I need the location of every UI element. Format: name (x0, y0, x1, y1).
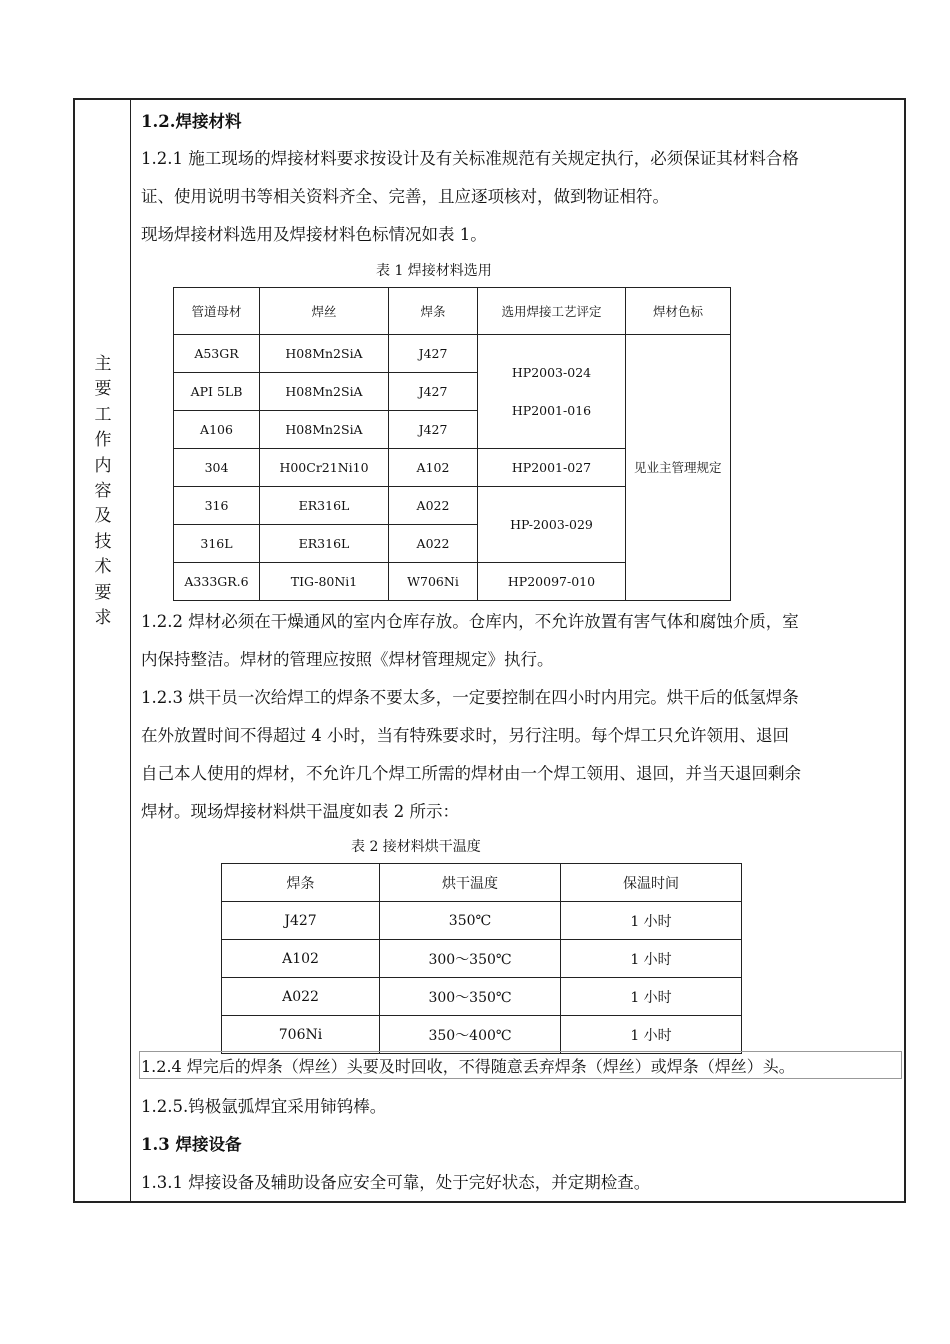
wpq-cell-304: HP2001-027 (478, 449, 626, 487)
side-label: 主 要 工 作 内 容 及 技 术 要 求 (94, 354, 112, 629)
baking-temperature-table (221, 863, 742, 1054)
table-cell: J427 (389, 373, 478, 411)
paragraph-1-2-3-line-3: 自己本人使用的焊材，不允许几个焊工所需的焊材由一个焊工领用、退回，并当天退回剩余 (141, 764, 801, 783)
table-cell: A022 (389, 525, 478, 563)
table-cell: A022 (222, 978, 380, 1016)
table-cell: 1 小时 (561, 902, 742, 940)
table-cell: 304 (174, 449, 260, 487)
table-cell: 706Ni (222, 1016, 380, 1054)
table-cell: W706Ni (389, 563, 478, 601)
table-cell: ER316L (260, 525, 389, 563)
table-cell: J427 (222, 902, 380, 940)
wpq-cell-316: HP-2003-029 (478, 487, 626, 563)
table-cell: J427 (389, 335, 478, 373)
table-header-cell: 选用焊接工艺评定 (478, 288, 626, 335)
table-cell: H00Cr21Ni10 (260, 449, 389, 487)
paragraph-1-2-1-line-1: 1.2.1 施工现场的焊接材料要求按设计及有关标准规范有关规定执行，必须保证其材料合格 (141, 149, 799, 168)
table-cell: 1 小时 (561, 1016, 742, 1054)
color-code-cell: 见业主管理规定 (626, 335, 731, 601)
table2-caption: 表 2 接材料烘干温度 (351, 839, 481, 855)
table-header-row (222, 864, 742, 902)
table-cell: A53GR (174, 335, 260, 373)
table-header-cell: 焊材色标 (626, 288, 731, 335)
table-cell: 1 小时 (561, 978, 742, 1016)
paragraph-1-2-3-line-4: 焊材。现场焊接材料烘干温度如表 2 所示： (141, 802, 459, 821)
table-row (222, 940, 742, 978)
table-header-cell: 焊条 (389, 288, 478, 335)
section-heading-1-2: 1.2.焊接材料 (141, 112, 242, 131)
table-cell: TIG-80Ni1 (260, 563, 389, 601)
table-cell: 300～350℃ (380, 940, 561, 978)
table-cell: H08Mn2SiA (260, 373, 389, 411)
table-cell: A022 (389, 487, 478, 525)
table-cell: A102 (222, 940, 380, 978)
document-frame (73, 98, 906, 1203)
table-cell: A102 (389, 449, 478, 487)
paragraph-1-3-1: 1.3.1 焊接设备及辅助设备应安全可靠，处于完好状态，并定期检查。 (141, 1173, 651, 1192)
table-cell: 316L (174, 525, 260, 563)
table-cell: A106 (174, 411, 260, 449)
table-cell: H08Mn2SiA (260, 335, 389, 373)
table-header-cell: 保温时间 (561, 864, 742, 902)
table-row (222, 902, 742, 940)
table-header-row (174, 288, 731, 335)
table-cell: 300～350℃ (380, 978, 561, 1016)
table-cell: H08Mn2SiA (260, 411, 389, 449)
paragraph-1-2-3-line-2: 在外放置时间不得超过 4 小时，当有特殊要求时，另行注明。每个焊工只允许领用、退回 (141, 726, 789, 745)
table-cell: ER316L (260, 487, 389, 525)
wpq-cell-a333: HP20097-010 (478, 563, 626, 601)
paragraph-1-2-4: 1.2.4 焊完后的焊条（焊丝）头要及时回收，不得随意丢弃焊条（焊丝）或焊条（焊丝）头。 (141, 1057, 795, 1076)
table-cell: 316 (174, 487, 260, 525)
table-cell: A333GR.6 (174, 563, 260, 601)
side-label-column (75, 100, 131, 1201)
table-header-cell: 管道母材 (174, 288, 260, 335)
paragraph-1-2-1-line-2: 证、使用说明书等相关资料齐全、完善，且应逐项核对，做到物证相符。 (141, 187, 669, 206)
table-header-cell: 烘干温度 (380, 864, 561, 902)
table-cell: J427 (389, 411, 478, 449)
wpq-cell-group-1: HP2003-024 HP2001-016 (478, 335, 626, 449)
table-row (174, 335, 731, 373)
content-area (131, 100, 904, 1201)
table-row (222, 978, 742, 1016)
table-cell: 1 小时 (561, 940, 742, 978)
table-header-cell: 焊条 (222, 864, 380, 902)
section-heading-1-3: 1.3 焊接设备 (141, 1135, 242, 1154)
welding-material-table (173, 287, 731, 601)
table-header-cell: 焊丝 (260, 288, 389, 335)
table-cell: 350～400℃ (380, 1016, 561, 1054)
table-cell: API 5LB (174, 373, 260, 411)
table-cell: 350℃ (380, 902, 561, 940)
paragraph-table1-intro: 现场焊接材料选用及焊接材料色标情况如表 1。 (141, 225, 487, 244)
paragraph-1-2-2-line-2: 内保持整洁。焊材的管理应按照《焊材管理规定》执行。 (141, 650, 554, 669)
paragraph-1-2-2-line-1: 1.2.2 焊材必须在干燥通风的室内仓库存放。仓库内，不允许放置有害气体和腐蚀介质，室 (141, 612, 799, 631)
paragraph-1-2-3-line-1: 1.2.3 烘干员一次给焊工的焊条不要太多，一定要控制在四小时内用完。烘干后的低氢焊条 (141, 688, 799, 707)
paragraph-1-2-5: 1.2.5.钨极氩弧焊宜采用铈钨棒。 (141, 1097, 387, 1116)
table-row (222, 1016, 742, 1054)
table1-caption: 表 1 焊接材料选用 (376, 263, 492, 279)
